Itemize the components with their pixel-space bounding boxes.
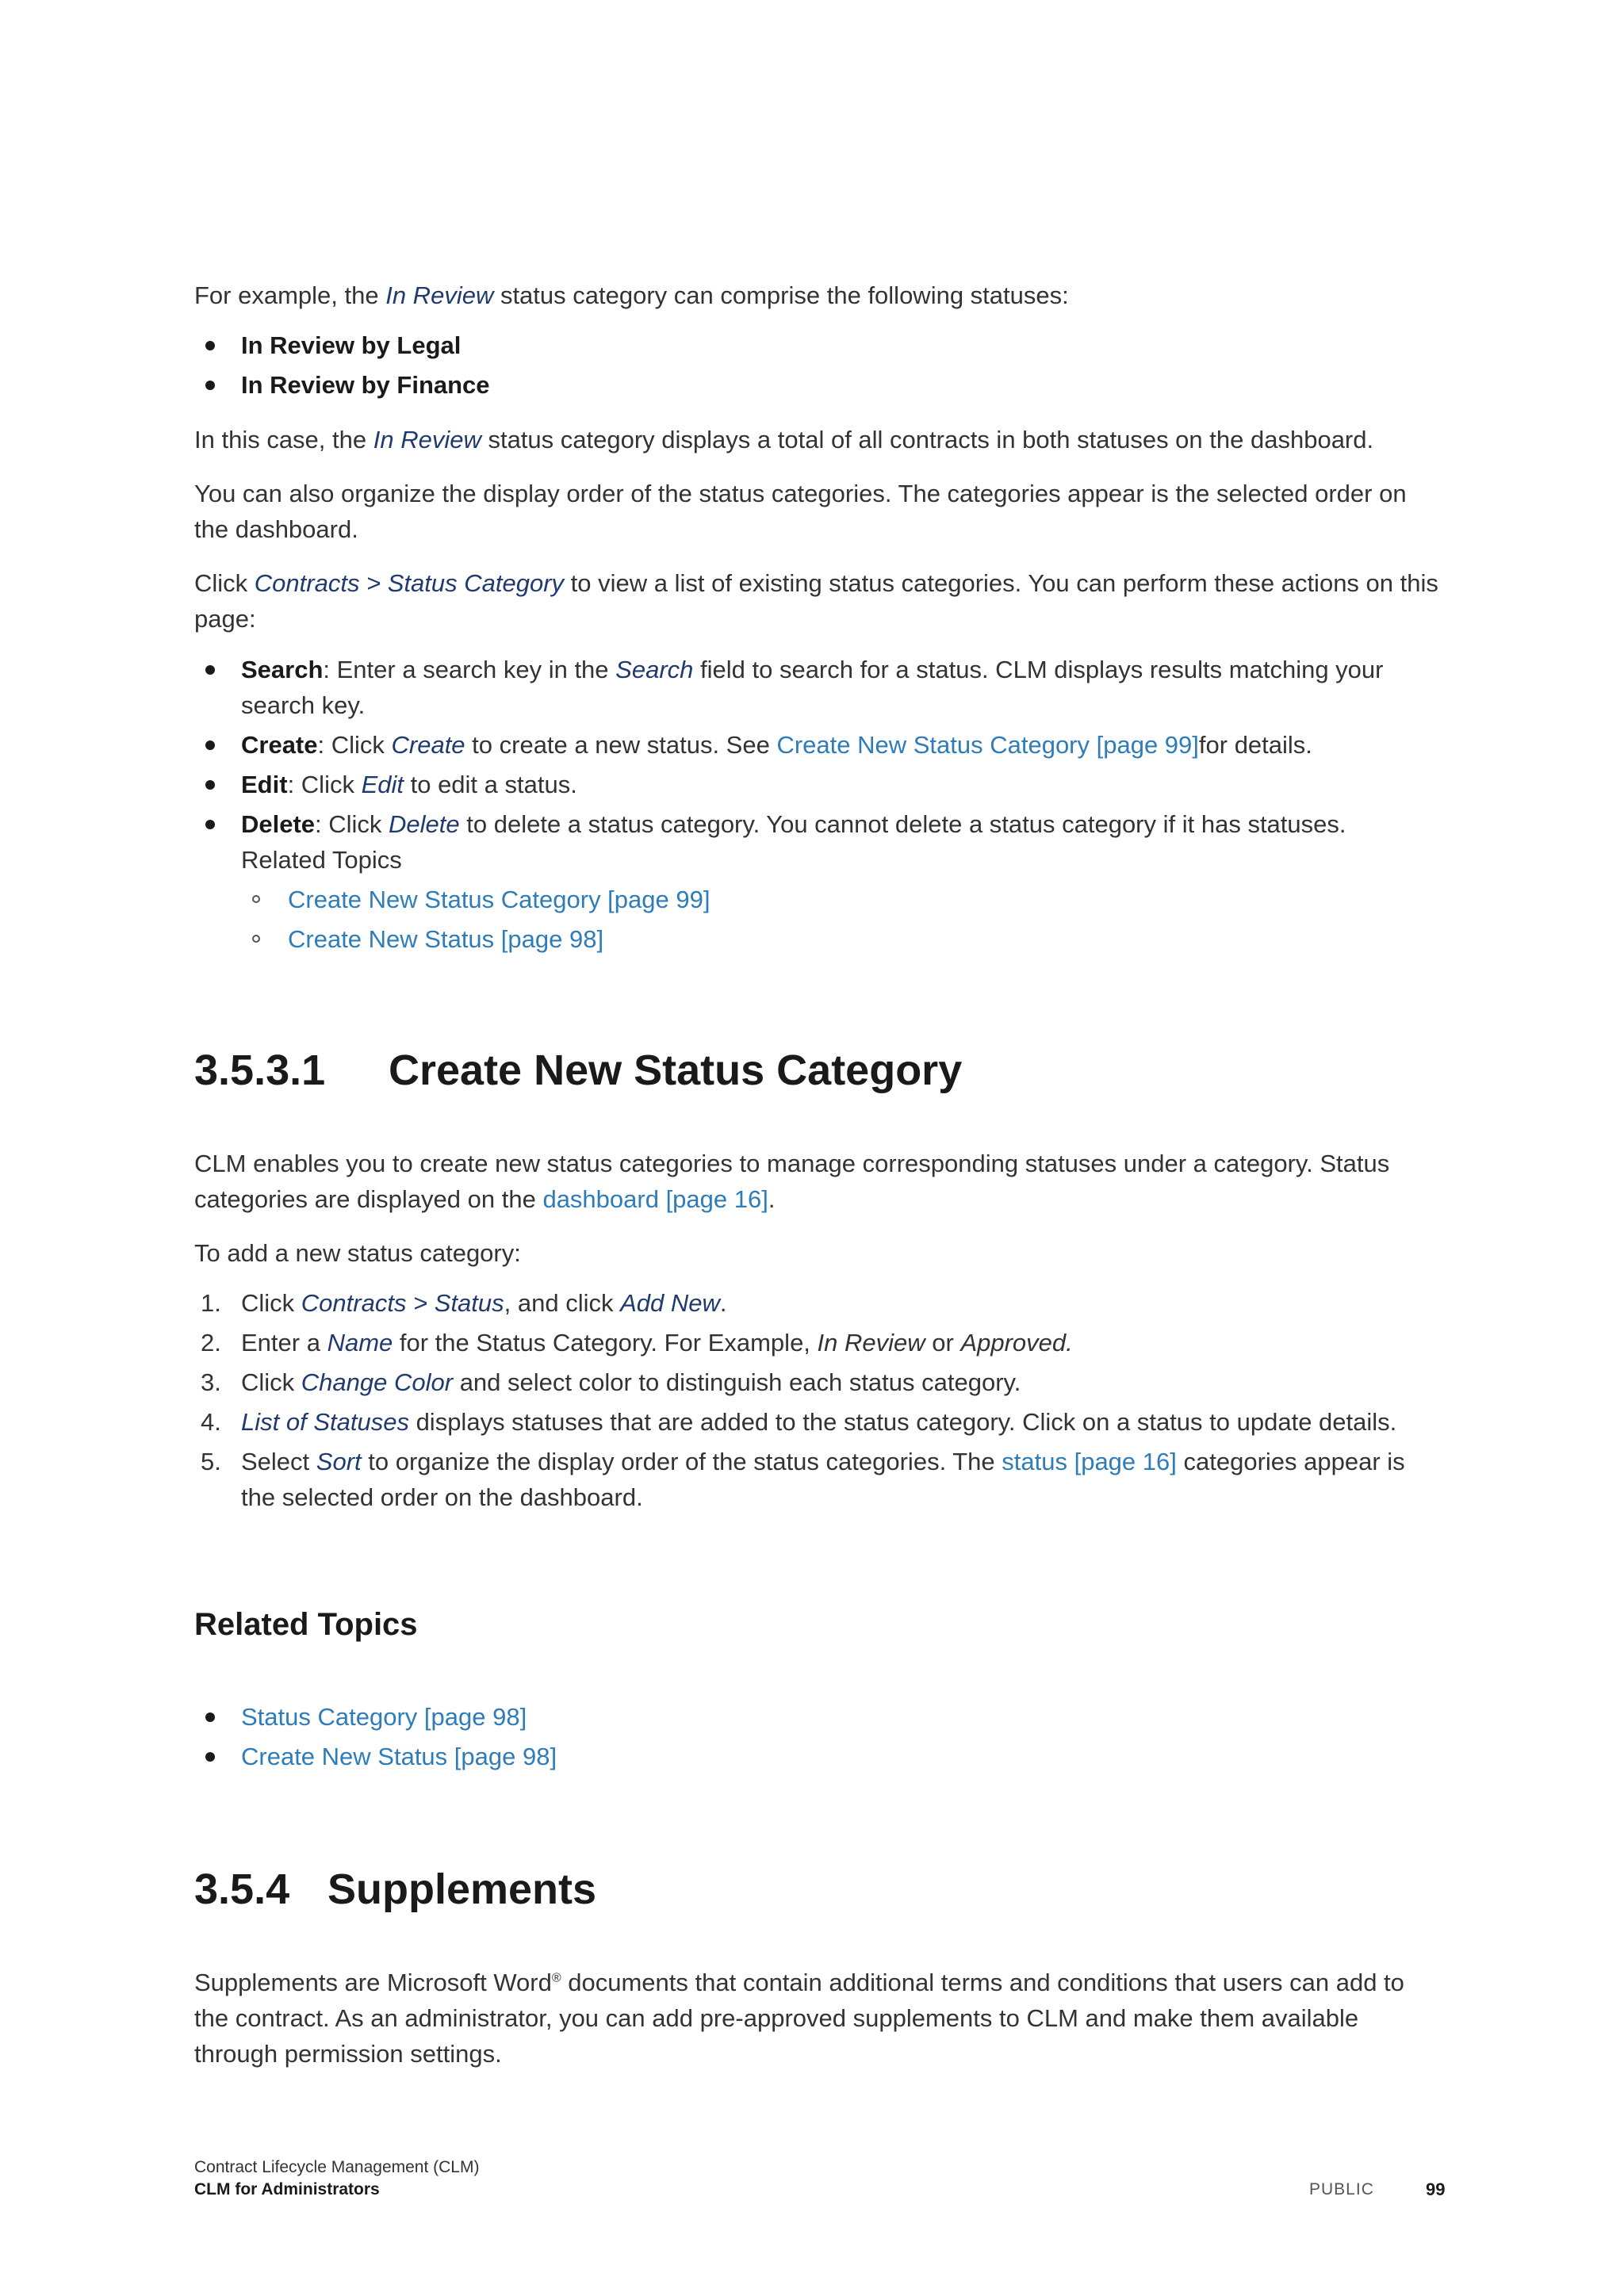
case-paragraph: In this case, the In Review status category displays a total of all contracts in both statuses on the dashboard. bbox=[194, 426, 1374, 453]
list-item-delete: Delete: Click Delete to delete a status category. You cannot delete a status category if it has statuses. Related Topics Create New Status Category [page 99] Create New Status [page 98] bbox=[194, 806, 1439, 957]
list-item bbox=[241, 882, 1439, 917]
section-354-description: Supplements are Microsoft Word® documents that contain additional terms and conditions that users can add to the contract. As an administrator, you can add pre-approved supplements to CLM and make them available through permission settings. bbox=[194, 1969, 1404, 2068]
list-item bbox=[194, 1739, 1439, 1774]
ui-term: In Review bbox=[385, 281, 494, 309]
ui-term: Contracts > Status Category bbox=[254, 569, 565, 597]
list-item-search: Search: Enter a search key in the Search field to search for a status. CLM displays results matching your search key. bbox=[194, 652, 1439, 723]
footer-doc-subtitle: CLM for Administrators bbox=[194, 2180, 380, 2198]
link-create-status-category[interactable]: Create New Status Category [page 99] bbox=[288, 886, 710, 913]
related-topics-list bbox=[194, 1699, 1439, 1778]
step-item: 3. Click Change Color and select color to distinguish each status category. bbox=[201, 1368, 1021, 1396]
list-item-edit: Edit: Click Edit to edit a status. bbox=[194, 767, 1439, 802]
section-heading-3531: 3.5.3.1 Create New Status Category bbox=[194, 1047, 963, 1094]
footer-doc-title: Contract Lifecycle Management (CLM) bbox=[194, 2158, 480, 2176]
ui-term: In Review bbox=[373, 426, 481, 453]
bullet-icon bbox=[205, 665, 215, 675]
link-create-status-category[interactable]: Create New Status Category [page 99] bbox=[776, 731, 1199, 759]
section-heading-354: 3.5.4 Supplements bbox=[194, 1866, 597, 1913]
to-add-paragraph: To add a new status category: bbox=[194, 1239, 521, 1267]
footer-document-info bbox=[194, 2156, 479, 2201]
related-topics-heading: Related Topics bbox=[194, 1607, 418, 1642]
link-status[interactable]: status [page 16] bbox=[1002, 1448, 1177, 1475]
bullet-icon bbox=[205, 341, 215, 350]
list-item bbox=[194, 1699, 1439, 1735]
organize-paragraph: You can also organize the display order of the status categories. The categories appear is the selected order on the dashboard. bbox=[194, 480, 1407, 543]
link-dashboard[interactable]: dashboard [page 16] bbox=[542, 1185, 768, 1213]
steps-list bbox=[194, 1285, 1439, 1519]
step-item: 4. List of Statuses displays statuses that are added to the status category. Click on a status to update details. bbox=[201, 1408, 1397, 1436]
bullet-icon bbox=[205, 1752, 215, 1762]
bullet-icon bbox=[205, 1712, 215, 1722]
list-item: In Review by Finance bbox=[194, 367, 1439, 403]
footer-classification: PUBLIC bbox=[1309, 2180, 1374, 2198]
link-create-status[interactable]: Create New Status [page 98] bbox=[241, 1743, 557, 1770]
list-item: In Review by Legal bbox=[194, 327, 1439, 363]
related-topics-label: Related Topics bbox=[241, 846, 402, 874]
page-number: 99 bbox=[1426, 2179, 1446, 2199]
bullet-icon bbox=[205, 740, 215, 750]
list-item-create: Create: Click Create to create a new status. See Create New Status Category [page 99]for details. bbox=[194, 727, 1439, 763]
circle-bullet-icon bbox=[252, 935, 260, 943]
step-item: 2. Enter a Name for the Status Category. For Example, In Review or Approved. bbox=[201, 1329, 1073, 1357]
link-create-status[interactable]: Create New Status [page 98] bbox=[288, 925, 604, 953]
bullet-icon bbox=[205, 820, 215, 829]
click-paragraph: Click Contracts > Status Category to view a list of existing status categories. You can perform these actions on this page: bbox=[194, 569, 1438, 633]
circle-bullet-icon bbox=[252, 895, 260, 903]
list-item bbox=[241, 921, 1439, 957]
related-topics-sublist bbox=[241, 882, 1439, 957]
bullet-icon bbox=[205, 381, 215, 390]
status-list bbox=[194, 327, 1439, 407]
actions-list bbox=[194, 652, 1439, 961]
link-status-category[interactable]: Status Category [page 98] bbox=[241, 1703, 527, 1731]
section-3531-description: CLM enables you to create new status categories to manage corresponding statuses under a category. Status categories are displayed on the dashboard [page 16]. bbox=[194, 1150, 1390, 1213]
example-paragraph: For example, the In Review status category can comprise the following statuses: bbox=[194, 281, 1069, 309]
step-item: 5. Select Sort to organize the display order of the status categories. The status [page 16] categories appear is the selected order on the dashboard. bbox=[201, 1448, 1405, 1511]
bullet-icon bbox=[205, 780, 215, 790]
step-item: 1. Click Contracts > Status, and click Add New. bbox=[201, 1289, 727, 1317]
